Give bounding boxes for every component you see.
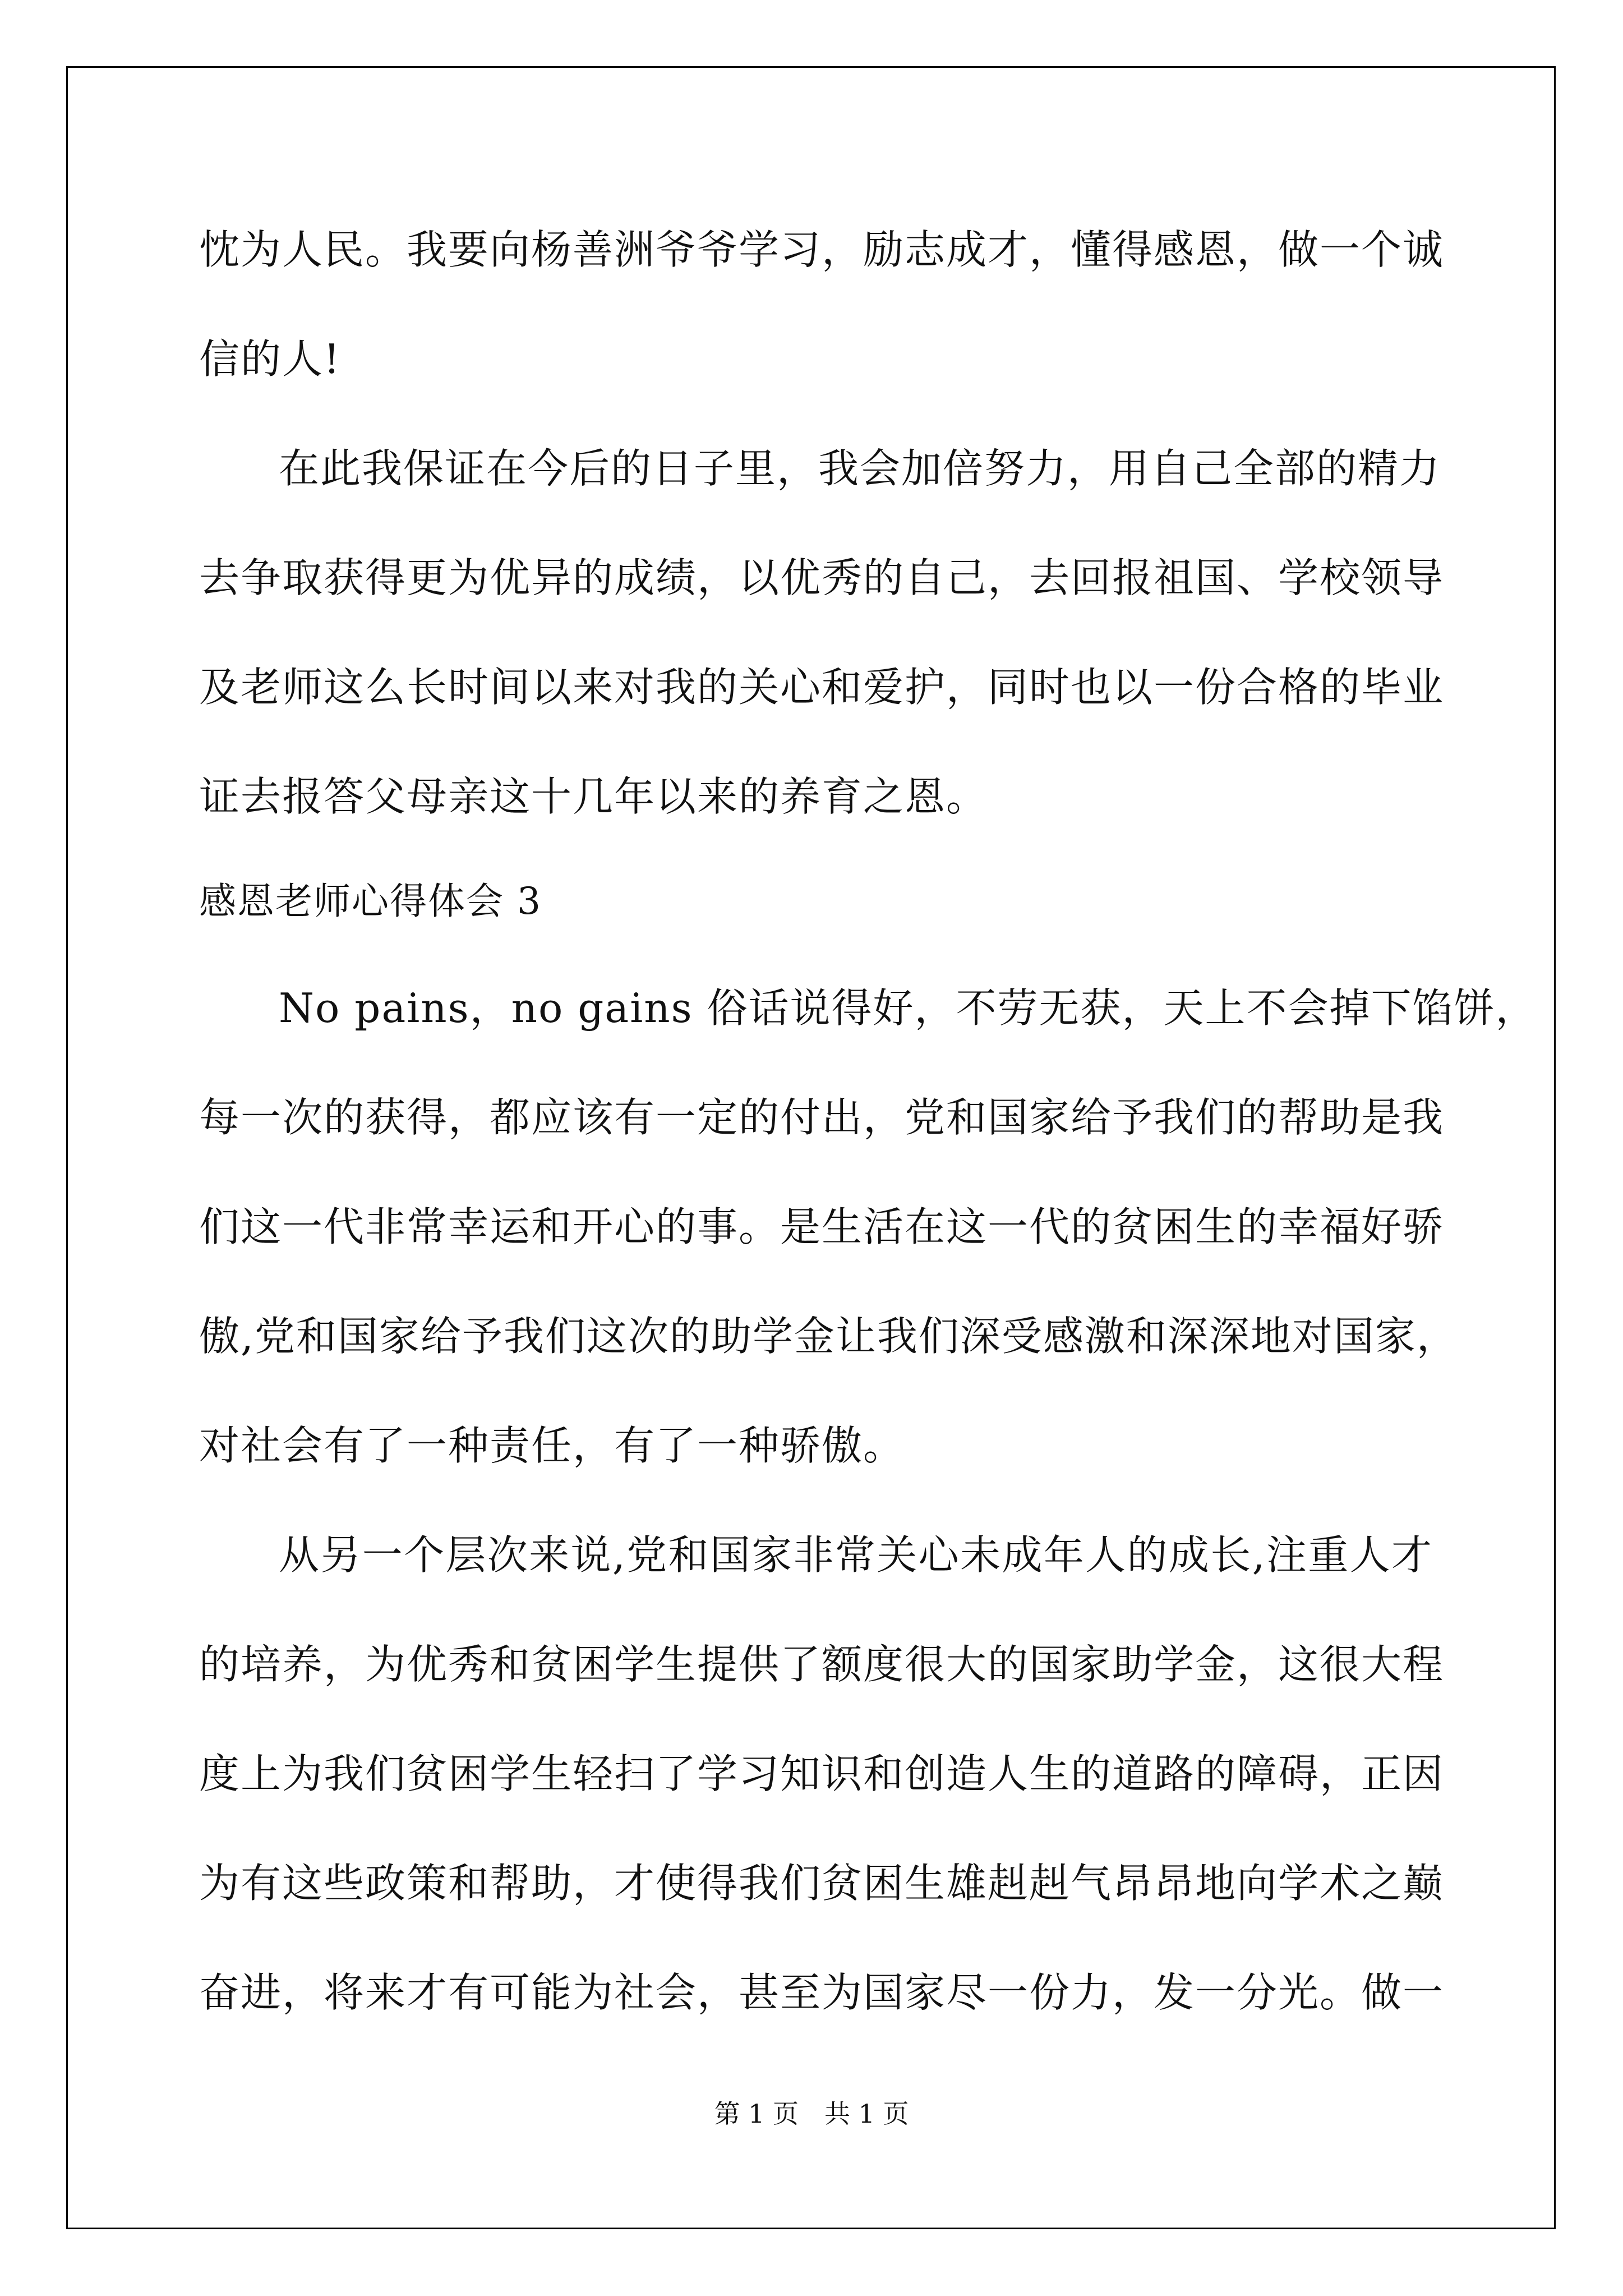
paragraph-line: 每一次的获得，都应该有一定的付出，党和国家给予我们的帮助是我: [199, 1094, 1445, 1141]
paragraph-line: 及老师这么长时间以来对我的关心和爱护，同时也以一份合格的毕业: [199, 664, 1445, 711]
paragraph-line: 的培养，为优秀和贫困学生提供了额度很大的国家助学金，这很大程: [199, 1641, 1445, 1688]
paragraph-line: 去争取获得更为优异的成绩，以优秀的自己，去回报祖国、学校领导: [199, 554, 1445, 601]
paragraph-line: 对社会有了一种责任，有了一种骄傲。: [199, 1422, 905, 1469]
paragraph-line: 证去报答父母亲这十几年以来的养育之恩。: [199, 773, 988, 820]
paragraph-line: No pains，no gains 俗话说得好，不劳无获，天上不会掉下馅饼，: [279, 984, 1537, 1032]
section-heading: 感恩老师心得体会 3: [199, 880, 542, 923]
paragraph-line: 为有这些政策和帮助，才使得我们贫困生雄赳赳气昂昂地向学术之巅: [199, 1860, 1445, 1907]
page-footer: 第 1 页 共 1 页: [714, 2099, 909, 2129]
paragraph-line: 从另一个层次来说,党和国家非常关心未成年人的成长,注重人才: [279, 1531, 1433, 1579]
paragraph-line: 忱为人民。我要向杨善洲爷爷学习，励志成才，懂得感恩，做一个诚: [199, 226, 1445, 273]
paragraph-line: 度上为我们贫困学生轻扫了学习知识和创造人生的道路的障碍，正因: [199, 1750, 1445, 1797]
paragraph-line: 奋进，将来才有可能为社会，甚至为国家尽一份力，发一分光。做一: [199, 1969, 1445, 2016]
paragraph-line: 们这一代非常幸运和开心的事。是生活在这一代的贫困生的幸福好骄: [199, 1203, 1445, 1250]
paragraph-line: 信的人!: [199, 335, 341, 383]
paragraph-line: 傲,党和国家给予我们这次的助学金让我们深受感激和深深地对国家，: [199, 1313, 1458, 1360]
paragraph-line: 在此我保证在今后的日子里，我会加倍努力，用自己全部的精力: [279, 445, 1441, 492]
